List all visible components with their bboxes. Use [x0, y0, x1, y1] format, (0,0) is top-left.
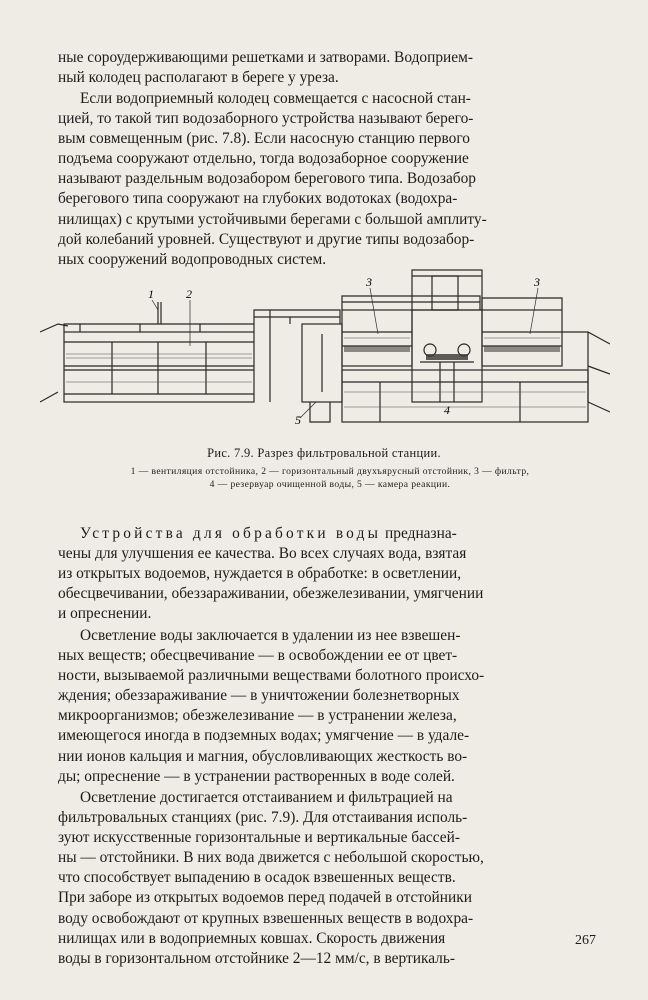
page-number: 267 — [575, 933, 596, 948]
paragraph-clarification — [58, 626, 598, 787]
text-line — [58, 524, 598, 544]
text-line: ные сороудерживающими решетками и затворами. Водоприем- — [58, 49, 473, 66]
text-line: цией, то такой тип водозаборного устройства называют берего- — [58, 110, 474, 128]
text-line: воды в горизонтальном отстойнике 2—12 мм/с, в вертикаль- — [58, 949, 455, 967]
filtration-station-figure — [40, 262, 610, 442]
text-line: чены для улучшения ее качества. Во всех случаях вода, взятая — [58, 545, 467, 563]
legend-line: 4 — резервуар очищенной воды, 5 — камера реакции. — [209, 479, 451, 490]
text-line: и опреснении. — [58, 605, 152, 623]
text-line: нилищах или в водоприемных ковшах. Скорость движения — [58, 929, 446, 947]
figure-caption: Рис. 7.9. Разрез фильтровальной станции. — [207, 446, 441, 460]
paragraph-water-treatment — [58, 524, 598, 624]
paragraph-settling — [58, 788, 598, 969]
text-line: нии ионов кальция и магния, обусловливающих жесткость во- — [58, 747, 468, 765]
figure-label-4: 4 — [444, 403, 450, 417]
text-line: называют раздельным водозабором берегового типа. Водозабор — [58, 170, 477, 188]
figure-label-5: 5 — [295, 413, 301, 427]
text-line: ждения; обеззараживание — в уничтожении болезнетворных — [58, 687, 460, 705]
text-line: микроорганизмов; обезжелезивание — в устранении железа, — [58, 707, 457, 725]
figure-label-3a: 3 — [366, 275, 372, 289]
text-line: что способствует выпадению в осадок взвешенных веществ. — [58, 869, 456, 887]
text-line: ный колодец располагают в береге у уреза. — [58, 69, 339, 87]
paragraph-intro-1 — [58, 48, 598, 88]
text-line: ных сооружений водопроводных систем. — [58, 250, 327, 268]
text-line: имеющегося иногда в подземных водах; умягчение — в удале- — [58, 727, 470, 745]
text-line: вым совмещенным (рис. 7.8). Если насосную станцию первого — [58, 130, 470, 148]
text-line: фильтровальных станциях (рис. 7.9). Для отстаивания исполь- — [58, 809, 468, 827]
text-line: Если водоприемный колодец совмещается с насосной стан- — [80, 90, 471, 107]
figure-legend — [60, 465, 600, 491]
text-line: воду освобождают от крупных взвешенных веществ в водохра- — [58, 909, 474, 927]
text-line: ных веществ; обесцвечивание — в освобождении ее от цвет- — [58, 647, 458, 665]
text-line: дой колебаний уровней. Существуют и другие типы водозабор- — [58, 230, 475, 248]
text-line: из открытых водоемов, нуждается в обработке: в осветлении, — [58, 565, 462, 583]
section-lead: Устройства для обработки воды — [80, 525, 382, 542]
text-line: берегового типа сооружают на глубоких водотоках (водохра- — [58, 190, 458, 208]
text-line: Осветление воды заключается в удалении из нее взвешен- — [80, 627, 461, 644]
legend-line: 1 — вентиляция отстойника, 2 — горизонтальный двухъярусный отстойник, 3 — фильтр, — [130, 466, 530, 477]
figure-label-3b: 3 — [534, 275, 540, 289]
text-line: обесцвечивании, обеззараживании, обезжелезивании, умягчении — [58, 585, 484, 603]
figure-label-2: 2 — [186, 287, 192, 301]
text-line: подъема сооружают отдельно, тогда водозаборное сооружение — [58, 150, 469, 168]
text-line: При заборе из открытых водоемов перед подачей в отстойники — [58, 889, 472, 907]
text-line: ды; опреснение — в устранении растворенных в воде солей. — [58, 767, 455, 785]
text-line-tail: предназна- — [381, 525, 457, 542]
text-line: нилищах) с крутыми устойчивыми берегами с большой амплиту- — [58, 210, 487, 228]
text-line: Осветление достигается отстаиванием и фильтрацией на — [80, 789, 453, 806]
text-line: зуют искусственные горизонтальные и вертикальные бассей- — [58, 829, 460, 847]
paragraph-intro-2 — [58, 89, 598, 270]
text-line: ны — отстойники. В них вода движется с небольшой скоростью, — [58, 849, 484, 867]
figure-label-1: 1 — [148, 287, 154, 301]
text-line: ности, вызываемой различными веществами болотного происхо- — [58, 667, 485, 685]
